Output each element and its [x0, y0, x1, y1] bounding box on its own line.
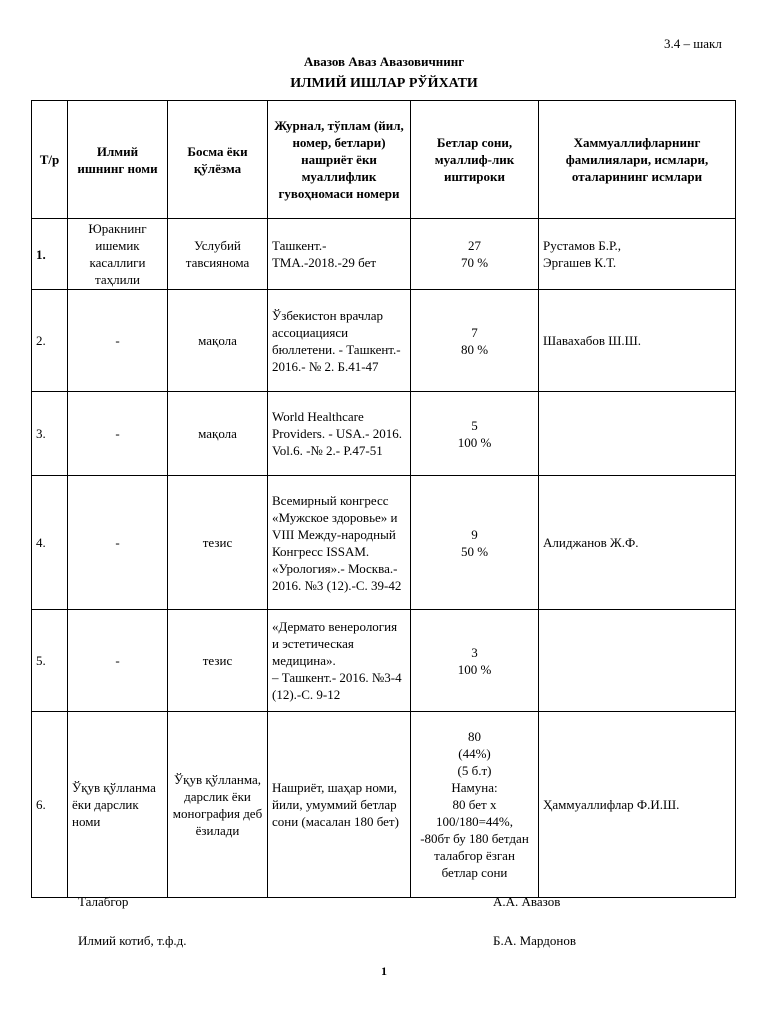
cell-pages: 9 50 %	[411, 476, 539, 610]
cell-pages: 7 80 %	[411, 290, 539, 392]
cell-number: 6.	[32, 712, 68, 898]
document-title: ИЛМИЙ ИШЛАР РЎЙХАТИ	[290, 76, 478, 91]
table-row	[32, 476, 736, 610]
cell-journal: Всемирный конгресс «Мужское здоровье» и VIII Между-народный Конгресс ISSAM. «Урология».- Москва.- 2016. №3 (12).-С. 39-42	[268, 476, 411, 610]
cell-work-name: -	[68, 290, 168, 392]
cell-pages: 80 (44%) (5 б.т) Намуна: 80 бет х 100/180=44%, -80бт бу 180 бетдан талабгор ёзган бетлар сони	[411, 712, 539, 898]
cell-journal: «Дермато венерология и эстетическая медицина». – Ташкент.- 2016. №3-4 (12).-С. 9-12	[268, 610, 411, 712]
cell-pages: 5 100 %	[411, 392, 539, 476]
cell-journal: World Healthcare Providers. - USA.- 2016. Vol.6. -№ 2.- P.47-51	[268, 392, 411, 476]
signature-name-applicant: А.А. Авазов	[493, 894, 561, 909]
author-name: Авазов Аваз Авазовичнинг	[303, 54, 465, 69]
cell-coauthors	[539, 610, 736, 712]
cell-coauthors	[539, 392, 736, 476]
signature-name-secretary: Б.А. Мардонов	[493, 933, 576, 948]
cell-print-form: тезис	[168, 610, 268, 712]
table-header-row	[32, 101, 736, 219]
form-number-label: 3.4 – шакл	[664, 36, 722, 51]
signature-role-applicant: Талабгор	[78, 894, 129, 909]
cell-pages: 3 100 %	[411, 610, 539, 712]
header-coauthors: Хаммуаллифларнинг фамилиялари, исмлари, оталарининг исмлари	[539, 101, 736, 219]
cell-number: 1.	[32, 219, 68, 290]
table-row	[32, 290, 736, 392]
header-print-form: Босма ёки қўлёзма	[168, 101, 268, 219]
header-work-name: Илмий ишнинг номи	[68, 101, 168, 219]
header-number: Т/р	[32, 101, 68, 219]
header-journal: Журнал, тўплам (йил, номер, бетлари) нашриёт ёки муаллифлик гувоҳномаси номери	[268, 101, 411, 219]
cell-work-name: -	[68, 610, 168, 712]
cell-print-form: мақола	[168, 290, 268, 392]
cell-journal: Ўзбекистон врачлар ассоциацияси бюллетени. - Ташкент.- 2016.- № 2. Б.41-47	[268, 290, 411, 392]
table-row	[32, 219, 736, 290]
header-pages: Бетлар сони, муаллиф-лик иштироки	[411, 101, 539, 219]
cell-coauthors: Шавахабов Ш.Ш.	[539, 290, 736, 392]
cell-work-name: -	[68, 392, 168, 476]
cell-journal: Ташкент.-ТМА.-2018.-29 бет	[268, 219, 411, 290]
cell-number: 3.	[32, 392, 68, 476]
table-row	[32, 610, 736, 712]
cell-coauthors: Ҳаммуаллифлар Ф.И.Ш.	[539, 712, 736, 898]
cell-work-name: Юракнинг ишемик касаллиги таҳлили	[68, 219, 168, 290]
cell-number: 4.	[32, 476, 68, 610]
cell-journal: Нашриёт, шаҳар номи, йили, умуммий бетлар сони (масалан 180 бет)	[268, 712, 411, 898]
cell-work-name: -	[68, 476, 168, 610]
table-row	[32, 392, 736, 476]
cell-print-form: тезис	[168, 476, 268, 610]
page-number: 1	[381, 964, 387, 978]
cell-print-form: Услубий тавсиянома	[168, 219, 268, 290]
cell-number: 2.	[32, 290, 68, 392]
cell-pages: 27 70 %	[411, 219, 539, 290]
cell-coauthors: Рустамов Б.Р., Эргашев К.Т.	[539, 219, 736, 290]
table-row	[32, 712, 736, 898]
cell-print-form: Ўқув қўлланма, дарслик ёки монография деб ёзилади	[168, 712, 268, 898]
cell-work-name: Ўқув қўлланма ёки дарслик номи	[68, 712, 168, 898]
cell-coauthors: Алиджанов Ж.Ф.	[539, 476, 736, 610]
cell-number: 5.	[32, 610, 68, 712]
signature-role-secretary: Илмий котиб, т.ф.д.	[78, 933, 187, 948]
cell-print-form: мақола	[168, 392, 268, 476]
publications-table	[31, 100, 736, 898]
